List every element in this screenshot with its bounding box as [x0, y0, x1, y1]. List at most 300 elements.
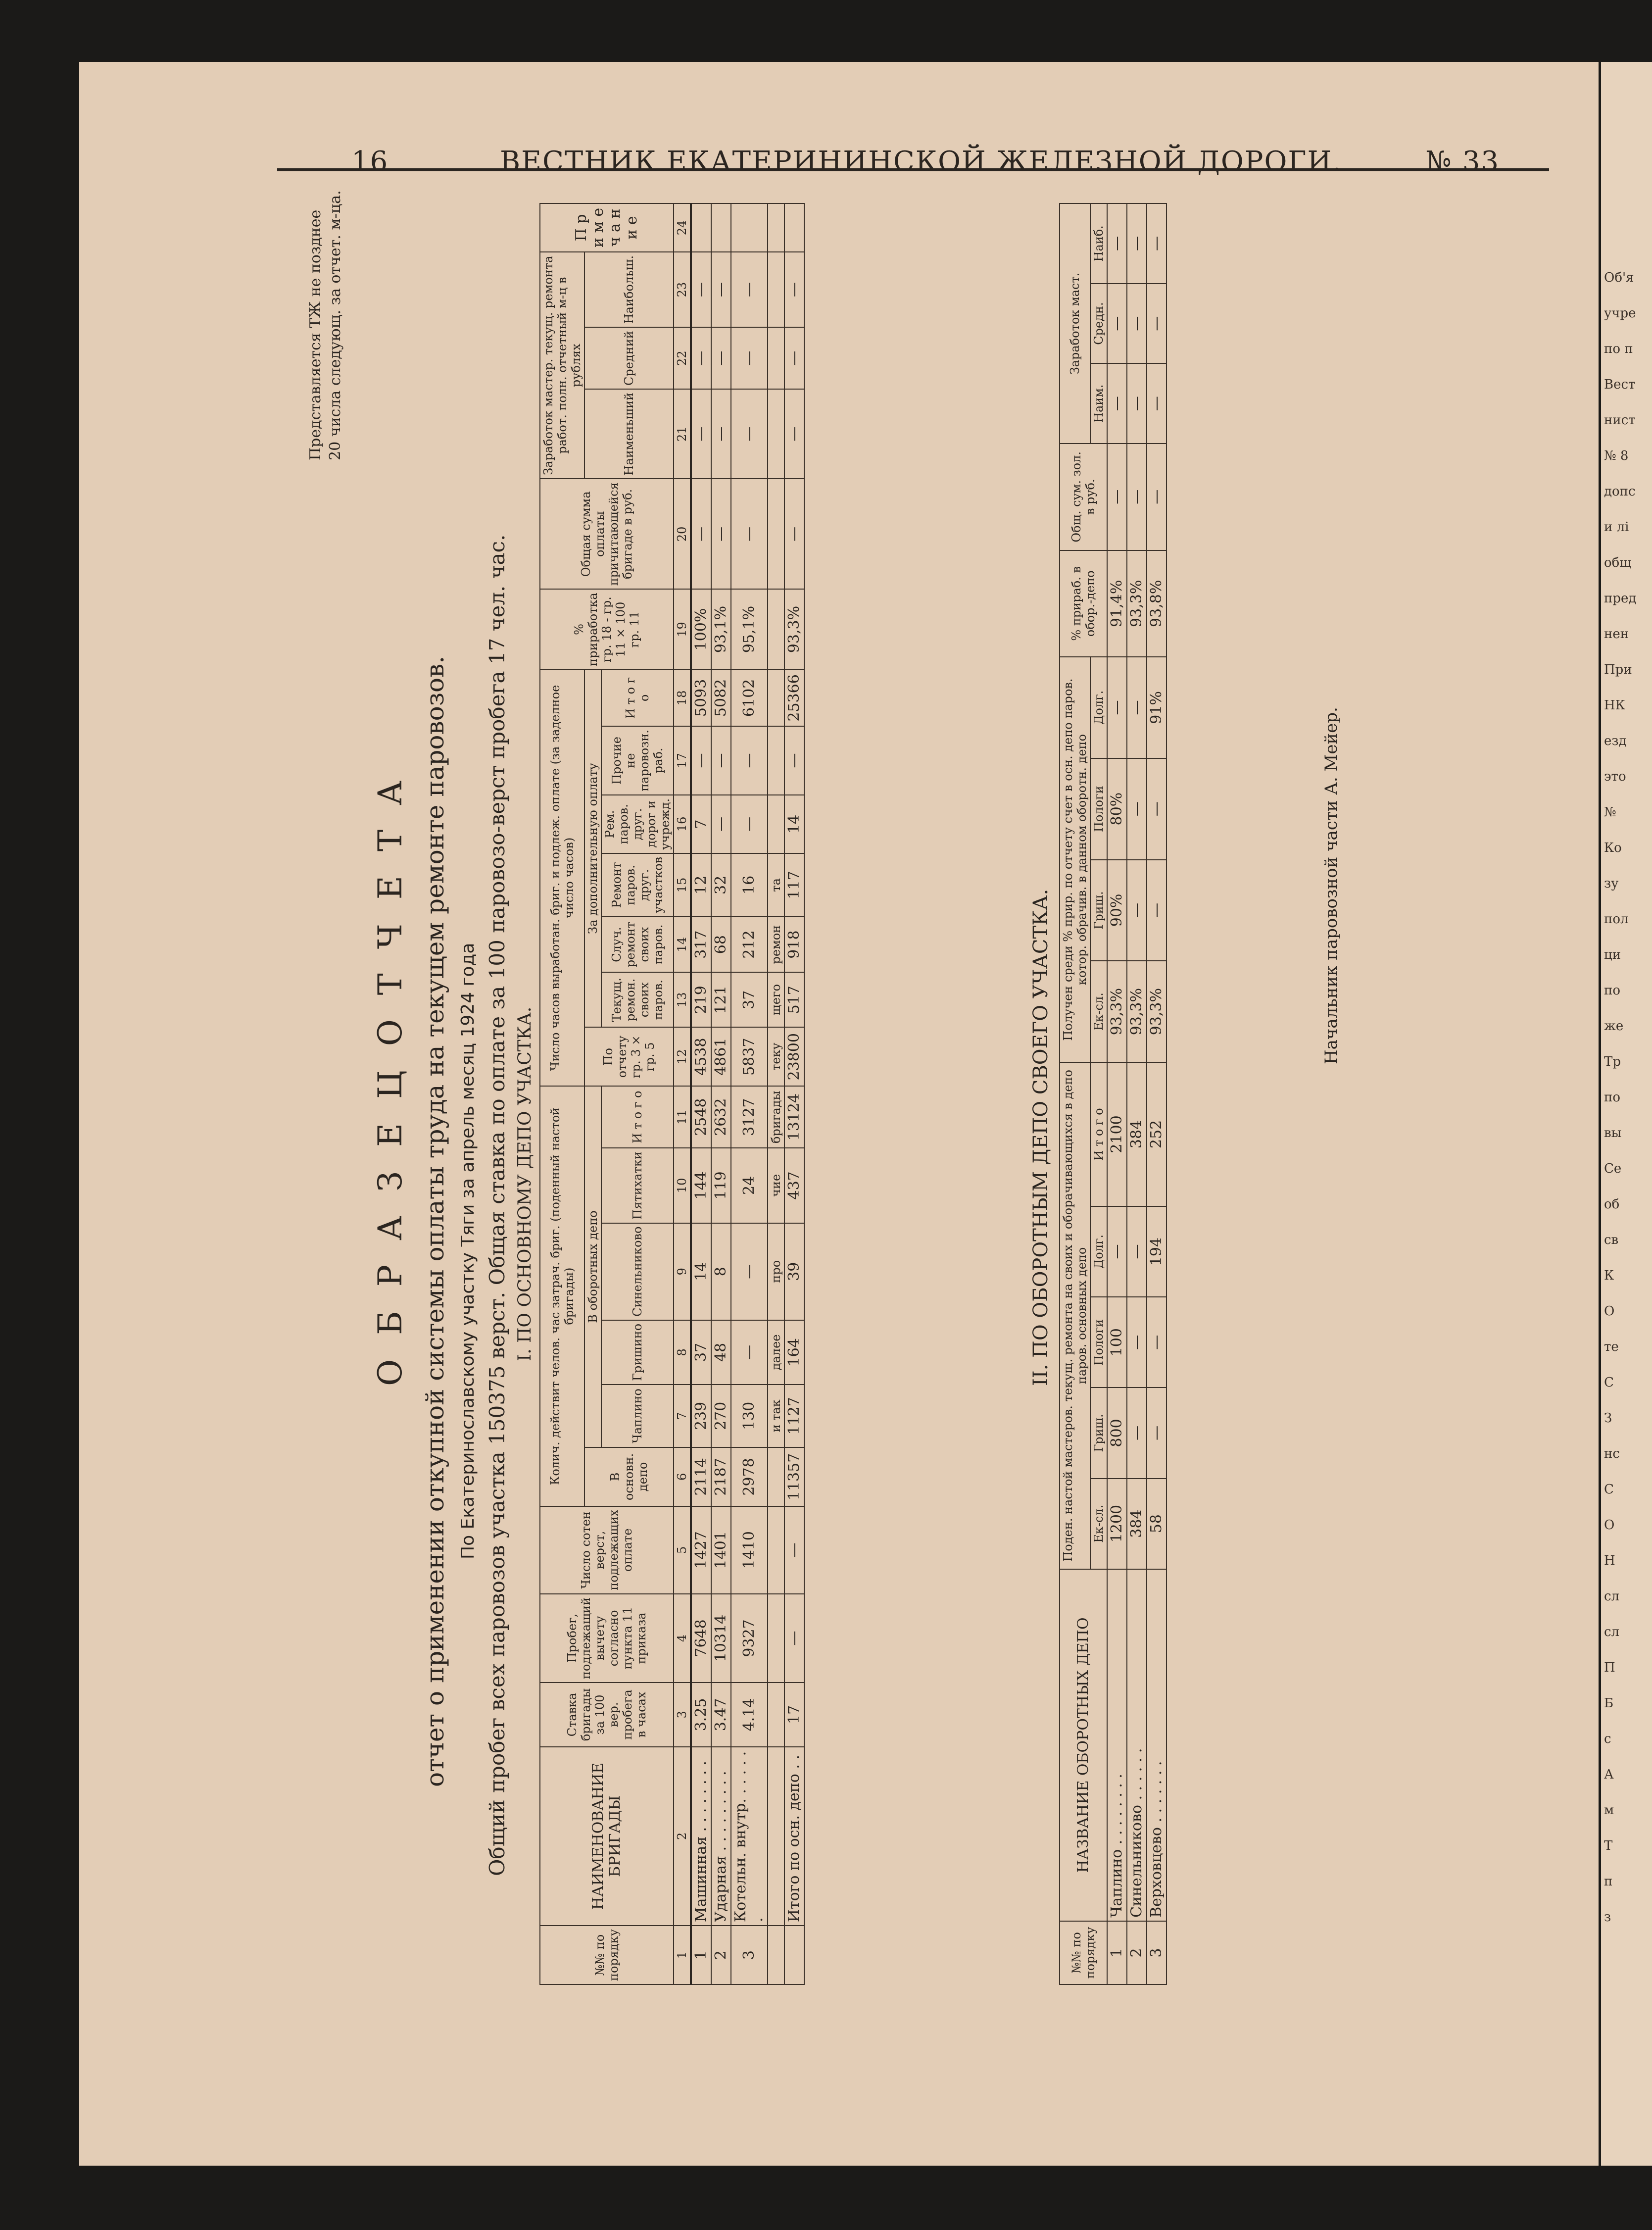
table-cell: 212	[731, 917, 768, 972]
table-cell: —	[1107, 444, 1127, 550]
table-cell: 4538	[691, 1027, 711, 1086]
journal-title: ВЕСТНИК ЕКАТЕРИНИНСКОЙ ЖЕЛЕЗНОЙ ДОРОГИ.	[500, 146, 1343, 178]
total-cell	[784, 1926, 804, 1984]
table-cell: —	[1147, 860, 1166, 961]
table-cell: 3.25	[691, 1683, 711, 1747]
column-number: 7	[674, 1385, 691, 1447]
header-mileage: Пробег, подлежащий вычету согласно пункта 11 приказа	[540, 1594, 674, 1683]
table-cell: 121	[711, 972, 731, 1027]
table-cell: 6102	[731, 670, 768, 726]
table-cell: —	[711, 252, 731, 327]
header-total: И т о г о	[601, 1086, 674, 1148]
header-max: Наибольш.	[584, 252, 674, 327]
total-cell: 25366	[784, 670, 804, 726]
brigade-name: Котельн. внутр. . . . . . .	[731, 1747, 768, 1926]
etc-cell: чие	[768, 1148, 784, 1223]
s2-header-percent-recv: Получен среди % прир. по отчету счет в осн. депо паров. котор. обрачив. в данном оборотн. депо	[1060, 657, 1090, 1062]
next-page-fragment: об	[1604, 1197, 1620, 1212]
table-cell: 1200	[1107, 1479, 1127, 1569]
table-cell: —	[711, 795, 731, 853]
total-cell: 93,3%	[784, 589, 804, 670]
s2-header-percent: % прираб. в обор.-депо	[1060, 550, 1107, 657]
signature: Начальник паровозной части А. Мейер.	[1321, 707, 1341, 1064]
column-number: 3	[674, 1683, 691, 1747]
column-number: 1	[674, 1926, 691, 1984]
table-cell: —	[731, 252, 768, 327]
total-cell: —	[784, 479, 804, 589]
header-hours: Число часов выработан. бриг. и подлеж. оплате (за заделное число часов)	[540, 670, 584, 1086]
table-cell: 48	[711, 1320, 731, 1385]
next-page-fragment: № 8	[1604, 448, 1629, 463]
s2-header-gr-2: Гриш.	[1090, 860, 1107, 961]
next-page-fragment: ци	[1604, 947, 1621, 962]
header-by-count: По отчету гр. 3 × гр. 5	[584, 1027, 674, 1086]
report-line-3: По Екатеринославскому участку Тяги за апрель месяц 1924 года	[458, 942, 478, 1559]
table-cell: 100	[1107, 1297, 1127, 1388]
total-cell: —	[784, 252, 804, 327]
submission-note-1: Представляется ТЖ не позднее	[307, 209, 324, 460]
table-cell	[691, 203, 711, 252]
s2-header-ek-2: Ек-сл.	[1090, 961, 1107, 1062]
table-cell: —	[1127, 1206, 1147, 1297]
table-cell: —	[1147, 1297, 1166, 1388]
next-page-fragment: Вест	[1604, 377, 1636, 392]
empty-cell	[768, 203, 784, 252]
empty-cell	[768, 389, 784, 479]
page-number: 16	[351, 146, 389, 178]
table-cell: 93,8%	[1147, 550, 1166, 657]
table-cell: —	[731, 726, 768, 795]
column-number: 16	[674, 795, 691, 853]
table-cell: 4.14	[731, 1683, 768, 1747]
header-workers: Колич. действит челов. час затрач. бриг. (поденный настой бригады)	[540, 1086, 584, 1506]
table-cell: —	[1107, 203, 1127, 284]
table-cell: 3	[1147, 1921, 1166, 1984]
table-cell: —	[691, 389, 711, 479]
etc-cell: про	[768, 1223, 784, 1320]
table-cell: —	[711, 479, 731, 589]
total-cell: 164	[784, 1320, 804, 1385]
next-page-fragment: НК	[1604, 698, 1625, 713]
table-cell: —	[1127, 657, 1147, 758]
column-number: 6	[674, 1447, 691, 1506]
next-page-fragment: Се	[1604, 1161, 1622, 1176]
brigade-name: Машинная . . . . . . . .	[691, 1747, 711, 1926]
table-cell: 2	[1127, 1921, 1147, 1984]
total-label: Итого по осн. депо . .	[784, 1747, 804, 1926]
table-cell: 16	[731, 853, 768, 917]
empty-cell	[768, 726, 784, 795]
table-cell: 7	[691, 795, 711, 853]
next-page-fragment: з	[1604, 1910, 1611, 1925]
total-cell: 23800	[784, 1027, 804, 1086]
total-cell: —	[784, 726, 804, 795]
table-cell: —	[691, 479, 711, 589]
table-cell: —	[1107, 657, 1127, 758]
table-cell: 37	[731, 972, 768, 1027]
header-other-work: Прочие не паровозн. раб.	[601, 726, 674, 795]
column-number: 12	[674, 1027, 691, 1086]
header-sum: Общая сумма оплаты причитающейся бригаде в руб.	[540, 479, 674, 589]
next-page-fragment: учре	[1604, 306, 1636, 321]
s2-header-dolg: Долг.	[1090, 1206, 1107, 1297]
depot-row	[1147, 203, 1166, 1984]
next-page-fragment: Н	[1604, 1553, 1615, 1568]
total-cell: 14	[784, 795, 804, 853]
s2-header-num: №№ по порядку	[1060, 1921, 1107, 1984]
next-page-fragment: допс	[1604, 484, 1636, 499]
s2-header-earnings: Заработок маст.	[1060, 203, 1090, 444]
rotated-report	[287, 173, 1500, 2005]
s2-header-ek: Ек-сл.	[1090, 1479, 1107, 1569]
s2-header-total: И т о г о	[1090, 1062, 1107, 1206]
table-cell: 119	[711, 1148, 731, 1223]
header-earnings: Заработок мастер. текущ. ремонта работ. полн. отчетный м-ц в рублях	[540, 252, 584, 479]
next-page-fragment: Об'я	[1604, 270, 1634, 285]
page-header	[277, 146, 1549, 178]
empty-cell	[768, 1683, 784, 1747]
table-cell: —	[1127, 860, 1147, 961]
next-page-fragment: №	[1604, 805, 1616, 820]
table-cell: 7648	[691, 1594, 711, 1683]
table-cell: 93,3%	[1147, 961, 1166, 1062]
empty-cell	[768, 479, 784, 589]
table-cell: —	[1127, 1388, 1147, 1478]
column-number: 21	[674, 389, 691, 479]
table-row	[691, 203, 711, 1984]
total-cell: 39	[784, 1223, 804, 1320]
total-cell: 17	[784, 1683, 804, 1747]
table-cell: —	[1127, 444, 1147, 550]
header-hundreds: Число сотен верст, подлежащих оплате	[540, 1506, 674, 1594]
table-cell: 800	[1107, 1388, 1127, 1478]
next-page-fragment: сл	[1604, 1589, 1620, 1604]
report-line-4: Общий пробег всех паровозов участка 150375 верст. Общая ставка по оплате за 100 паровозо-верст пробега 17 чел. час.	[485, 534, 509, 1876]
header-accidental: Случ. ремонт своих паров.	[601, 917, 674, 972]
next-page-fragment: пол	[1604, 912, 1629, 927]
column-number: 15	[674, 853, 691, 917]
table-cell: 37	[691, 1320, 711, 1385]
table-cell: 93,3%	[1107, 961, 1127, 1062]
table-cell: 14	[691, 1223, 711, 1320]
header-in-turnover: В оборотных депо	[584, 1086, 601, 1447]
next-page-fragment: Т	[1604, 1838, 1613, 1853]
next-page-fragment: же	[1604, 1019, 1624, 1034]
table-cell: 194	[1147, 1206, 1166, 1297]
total-cell: 517	[784, 972, 804, 1027]
etc-cell: далее	[768, 1320, 784, 1385]
table-cell: —	[1107, 363, 1127, 444]
submission-note-2: 20 числа следующ. за отчет. м-ца.	[327, 190, 344, 460]
etc-cell: бригады	[768, 1086, 784, 1148]
table-cell: 5082	[711, 670, 731, 726]
table-cell: 2978	[731, 1447, 768, 1506]
report-title: О Б Р А З Е Ц О Т Ч Е Т А	[371, 774, 409, 1386]
empty-cell	[768, 589, 784, 670]
depot-row	[1127, 203, 1147, 1984]
column-number: 2	[674, 1747, 691, 1926]
table-cell: —	[731, 1320, 768, 1385]
table-cell: 3127	[731, 1086, 768, 1148]
section-1-body	[674, 203, 804, 1984]
table-cell: 2548	[691, 1086, 711, 1148]
total-cell: —	[784, 327, 804, 389]
next-page-fragment: и лі	[1604, 520, 1629, 535]
s2-header-max: Наиб.	[1090, 203, 1107, 284]
header-total-2: И т о г о	[601, 670, 674, 726]
table-cell: 100%	[691, 589, 711, 670]
table-cell: 3	[731, 1926, 768, 1984]
header-percent: % приработка гр. 18 - гр. 11 × 100 гр. 11	[540, 589, 674, 670]
table-cell: 384	[1127, 1479, 1147, 1569]
section-2-title: II. ПО ОБОРОТНЫМ ДЕПО СВОЕГО УЧАСТКА.	[1029, 889, 1052, 1386]
table-cell	[711, 203, 731, 252]
header-brigade-name: НАИМЕНОВАНИЕ БРИГАДЫ	[540, 1747, 674, 1926]
header-min: Наименьший	[584, 389, 674, 479]
table-cell: 144	[691, 1148, 711, 1223]
table-cell: —	[1147, 284, 1166, 364]
s2-header-pol-2: Пологи	[1090, 758, 1107, 860]
total-cell	[784, 203, 804, 252]
s2-header-gr: Гриш.	[1090, 1388, 1107, 1478]
column-number: 11	[674, 1086, 691, 1148]
next-page-fragment: А	[1604, 1767, 1614, 1782]
column-number: 10	[674, 1148, 691, 1223]
next-page-fragment: вы	[1604, 1126, 1622, 1140]
table-cell: —	[691, 327, 711, 389]
next-page-fragment: по	[1604, 1090, 1620, 1105]
section-1-title: I. ПО ОСНОВНОМУ ДЕПО УЧАСТКА.	[515, 1006, 535, 1361]
section-2-body	[1107, 203, 1166, 1984]
next-page-fragment: пред	[1604, 591, 1637, 606]
table-cell: 2187	[711, 1447, 731, 1506]
empty-cell	[768, 252, 784, 327]
column-number-row	[674, 203, 691, 1984]
table-cell: —	[1127, 363, 1147, 444]
empty-cell	[768, 795, 784, 853]
s2-header-avg: Средн.	[1090, 284, 1107, 364]
depot-name: Синельниково . . . . . .	[1127, 1569, 1147, 1921]
next-page-fragment: К	[1604, 1268, 1614, 1283]
total-cell: —	[784, 1594, 804, 1683]
header-remark: П р и м е ч а н и е	[540, 203, 674, 252]
next-page-fragment: м	[1604, 1803, 1614, 1818]
next-page-fragment: св	[1604, 1233, 1619, 1247]
table-cell: —	[731, 1223, 768, 1320]
table-cell: —	[1147, 363, 1166, 444]
table-row	[731, 203, 768, 1984]
next-page-fragment: по	[1604, 983, 1620, 998]
table-row	[711, 203, 731, 1984]
adjacent-page-stub	[1601, 62, 1652, 2166]
table-cell: 24	[731, 1148, 768, 1223]
table-cell: —	[1107, 1206, 1127, 1297]
report-subtitle: отчет о применении откупной системы оплаты труда на текущем ремонте паровозов.	[421, 655, 449, 1787]
column-number: 17	[674, 726, 691, 795]
total-cell: 13124	[784, 1086, 804, 1148]
empty-cell	[768, 327, 784, 389]
header-num: №№ по порядку	[540, 1926, 674, 1984]
column-number: 9	[674, 1223, 691, 1320]
next-page-fragment: сл	[1604, 1625, 1620, 1639]
empty-cell	[768, 1926, 784, 1984]
table-cell: —	[1147, 444, 1166, 550]
table-cell	[731, 203, 768, 252]
table-cell: 1427	[691, 1506, 711, 1594]
table-cell: —	[731, 479, 768, 589]
next-page-fragment: с	[1604, 1732, 1611, 1746]
table-cell: 58	[1147, 1479, 1166, 1569]
empty-cell	[768, 1447, 784, 1506]
total-cell: 11357	[784, 1447, 804, 1506]
table-cell: 3.47	[711, 1683, 731, 1747]
table-cell: —	[731, 389, 768, 479]
header-repair-roads: Рем. паров. друг. дорог и учрежд.	[601, 795, 674, 853]
next-page-fragment: нен	[1604, 627, 1629, 642]
column-number: 4	[674, 1594, 691, 1683]
table-cell: —	[1127, 1297, 1147, 1388]
next-page-fragment: З	[1604, 1411, 1612, 1426]
next-page-fragment: общ	[1604, 555, 1632, 570]
next-page-fragment: Б	[1604, 1696, 1614, 1711]
table-cell: —	[1127, 284, 1147, 364]
table-cell: 68	[711, 917, 731, 972]
header-main-depot: В основн. депо	[584, 1447, 674, 1506]
total-cell: 117	[784, 853, 804, 917]
etc-cell: ремон	[768, 917, 784, 972]
column-number: 5	[674, 1506, 691, 1594]
table-cell: —	[711, 726, 731, 795]
s2-header-pol: Пологи	[1090, 1297, 1107, 1388]
issue-number: № 33	[1425, 146, 1500, 178]
table-section-1	[539, 203, 805, 1985]
next-page-fragment: При	[1604, 662, 1632, 677]
table-cell: 8	[711, 1223, 731, 1320]
table-cell: —	[711, 389, 731, 479]
header-chaplino: Чаплино	[601, 1385, 674, 1447]
etc-cell: теку	[768, 1027, 784, 1086]
table-cell: —	[1147, 1388, 1166, 1478]
table-cell: —	[731, 327, 768, 389]
total-cell: 1127	[784, 1385, 804, 1447]
next-page-fragment: зу	[1604, 876, 1619, 891]
table-cell: 5093	[691, 670, 711, 726]
next-page-fragment: О	[1604, 1518, 1615, 1533]
table-cell: 12	[691, 853, 711, 917]
column-number: 19	[674, 589, 691, 670]
total-row	[784, 203, 804, 1984]
s2-header-min: Наим.	[1090, 363, 1107, 444]
table-cell: 1	[691, 1926, 711, 1984]
table-cell: —	[731, 795, 768, 853]
table-cell: 2114	[691, 1447, 711, 1506]
brigade-name: Ударная . . . . . . . . .	[711, 1747, 731, 1926]
next-page-fragment: те	[1604, 1339, 1619, 1354]
column-number: 20	[674, 479, 691, 589]
table-cell: 1401	[711, 1506, 731, 1594]
empty-cell	[768, 1747, 784, 1926]
table-cell: 90%	[1107, 860, 1127, 961]
empty-cell	[768, 1506, 784, 1594]
table-cell: —	[1107, 284, 1127, 364]
column-number: 8	[674, 1320, 691, 1385]
table-cell: 93,1%	[711, 589, 731, 670]
depot-name: Верховцево . . . . . . .	[1147, 1569, 1166, 1921]
header-current-repair: Текущ. ремон. своих паров.	[601, 972, 674, 1027]
empty-cell	[768, 670, 784, 726]
table-cell: 9327	[731, 1594, 768, 1683]
table-cell: —	[1147, 203, 1166, 284]
header-pyatikhatki: Пятихатки	[601, 1148, 674, 1223]
table-cell: 95,1%	[731, 589, 768, 670]
column-number: 23	[674, 252, 691, 327]
table-cell: —	[1127, 203, 1147, 284]
table-cell: —	[711, 327, 731, 389]
table-cell: 91%	[1147, 657, 1166, 758]
table-cell: 2632	[711, 1086, 731, 1148]
next-page-fragment: Тр	[1604, 1054, 1621, 1069]
empty-cell	[768, 1594, 784, 1683]
table-cell: 93,3%	[1127, 550, 1147, 657]
next-page-fragment: О	[1604, 1304, 1615, 1319]
table-cell: 2100	[1107, 1062, 1127, 1206]
table-cell: 130	[731, 1385, 768, 1447]
table-cell: 80%	[1107, 758, 1127, 860]
table-cell: 384	[1127, 1062, 1147, 1206]
s2-header-dolg-2: Долг.	[1090, 657, 1107, 758]
etc-cell: и так	[768, 1385, 784, 1447]
total-cell: —	[784, 1506, 804, 1594]
table-cell: 4861	[711, 1027, 731, 1086]
column-number: 18	[674, 670, 691, 726]
table-cell: 252	[1147, 1062, 1166, 1206]
table-cell: 1410	[731, 1506, 768, 1594]
depot-row	[1107, 203, 1127, 1984]
table-cell: 219	[691, 972, 711, 1027]
table-cell: —	[691, 252, 711, 327]
next-page-fragment: езд	[1604, 734, 1627, 748]
total-cell: 437	[784, 1148, 804, 1223]
table-section-2	[1059, 203, 1167, 1985]
table-cell: 239	[691, 1385, 711, 1447]
table-cell: 1	[1107, 1921, 1127, 1984]
column-number: 13	[674, 972, 691, 1027]
header-rate: Ставка бригады за 100 вер. пробега в часах	[540, 1683, 674, 1747]
table-cell: —	[691, 726, 711, 795]
header-avg: Средний	[584, 327, 674, 389]
table-cell: 5837	[731, 1027, 768, 1086]
total-cell: 918	[784, 917, 804, 972]
etc-cell: щего	[768, 972, 784, 1027]
header-repair-other: Ремонт паров. друг. участков	[601, 853, 674, 917]
next-page-fragment: п	[1604, 1874, 1613, 1889]
next-page-fragment: по п	[1604, 342, 1633, 356]
table-cell: 270	[711, 1385, 731, 1447]
next-page-fragment: нист	[1604, 413, 1636, 428]
column-number: 14	[674, 917, 691, 972]
table-cell: 10314	[711, 1594, 731, 1683]
table-cell: —	[1127, 758, 1147, 860]
table-cell: 91,4%	[1107, 550, 1127, 657]
next-page-fragment: С	[1604, 1375, 1614, 1390]
next-page-fragment: это	[1604, 769, 1626, 784]
table-cell: 317	[691, 917, 711, 972]
header-grishino: Гришино	[601, 1320, 674, 1385]
s2-header-name: НАЗВАНИЕ ОБОРОТНЫХ ДЕПО	[1060, 1569, 1107, 1921]
next-page-fragment: П	[1604, 1660, 1615, 1675]
total-cell: —	[784, 389, 804, 479]
next-page-fragment: нс	[1604, 1446, 1620, 1461]
